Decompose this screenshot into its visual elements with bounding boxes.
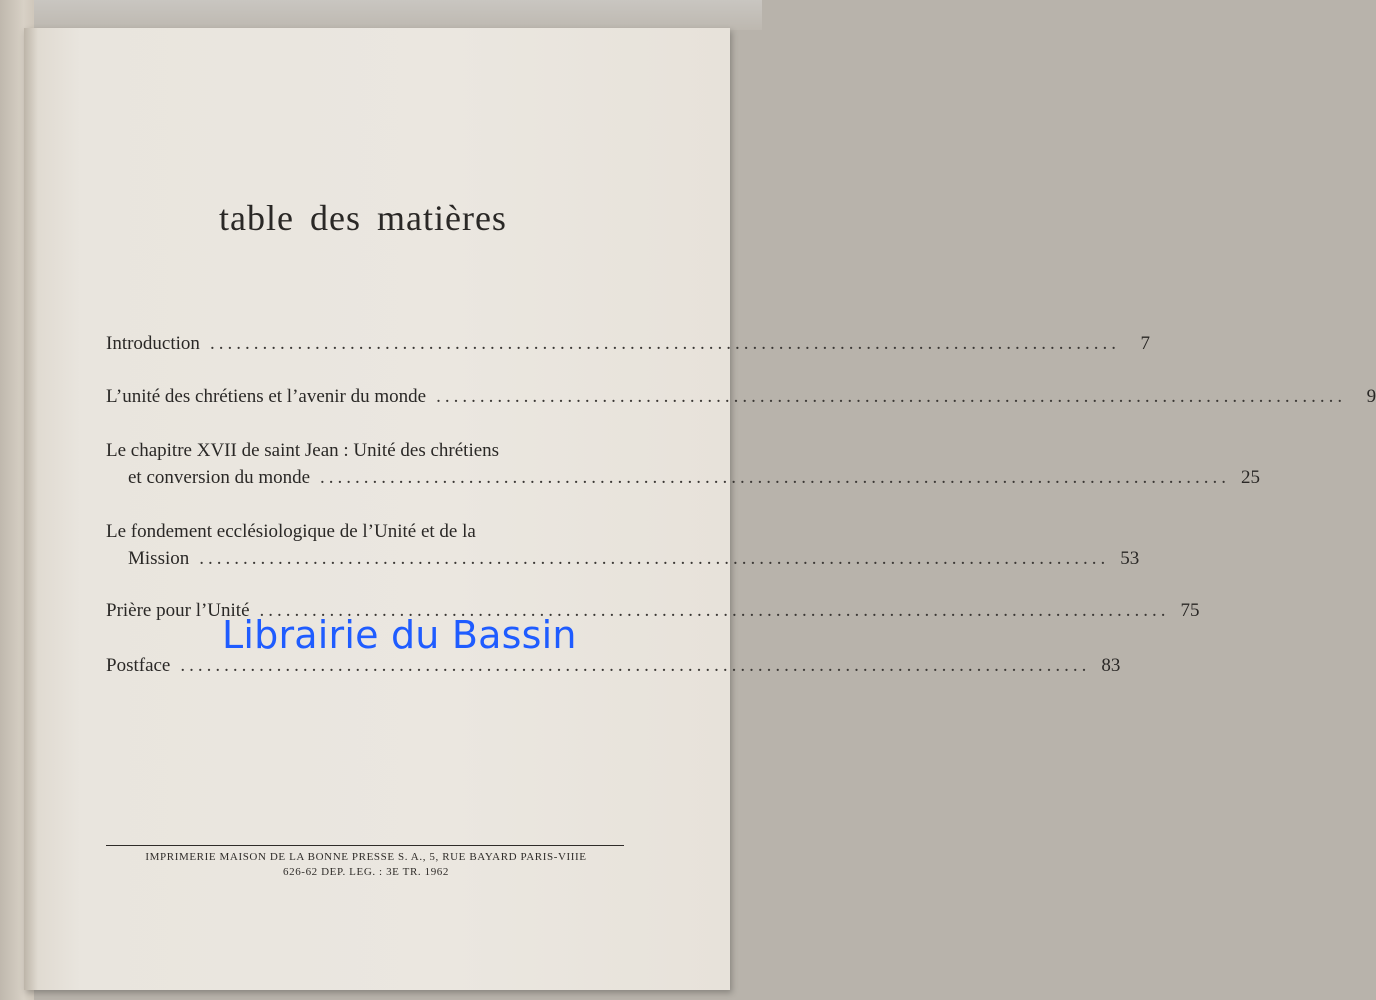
toc-entry-title-continued: Mission (128, 548, 190, 569)
toc-entry-chapitre-xvii (106, 437, 1261, 491)
page-gutter-shadow (24, 28, 38, 990)
toc-entry-title: Postface (106, 655, 171, 676)
dot-leader: ........................................................................................................ (259, 600, 1170, 621)
toc-page-number: 75 (1180, 600, 1200, 621)
watermark-text: Librairie du Bassin (222, 613, 577, 657)
toc-page-number: 53 (1120, 548, 1140, 569)
imprint-line-1: IMPRIMERIE MAISON DE LA BONNE PRESSE S. A., 5, RUE BAYARD PARIS-VIIIE (145, 851, 587, 863)
toc-page-number: 25 (1241, 467, 1261, 488)
toc-entry-title-continued: et conversion du monde (128, 467, 311, 488)
toc-entry-title: Prière pour l’Unité (106, 600, 250, 621)
background-top (0, 0, 762, 30)
page-title: table des matières (219, 198, 507, 238)
toc-entry-title: L’unité des chrétiens et l’avenir du monde (106, 386, 427, 407)
toc-entry-introduction (106, 330, 1150, 357)
toc-entry-title: Le chapitre XVII de saint Jean : Unité des chrétiens (106, 440, 500, 461)
toc-page-number: 9 (1366, 386, 1376, 407)
toc-entry-fondement (106, 518, 1140, 572)
toc-page-number: 83 (1101, 655, 1121, 676)
dot-leader: ........................................................................................................ (180, 655, 1091, 676)
dot-leader: ........................................................................................................ (199, 548, 1110, 569)
toc-entry-unite-chretiens (106, 383, 1376, 410)
imprint-line-2: 626-62 DEP. LEG. : 3E TR. 1962 (283, 866, 449, 878)
toc-entry-title: Introduction (106, 333, 200, 354)
dot-leader: ........................................................................................................ (320, 467, 1231, 488)
toc-page-number: 7 (1140, 333, 1150, 354)
dot-leader: ........................................................................................................ (209, 333, 1120, 354)
dot-leader: ........................................................................................................ (436, 386, 1347, 407)
imprint-divider (106, 845, 624, 846)
toc-entry-title: Le fondement ecclésiologique de l’Unité et de la (106, 521, 476, 542)
